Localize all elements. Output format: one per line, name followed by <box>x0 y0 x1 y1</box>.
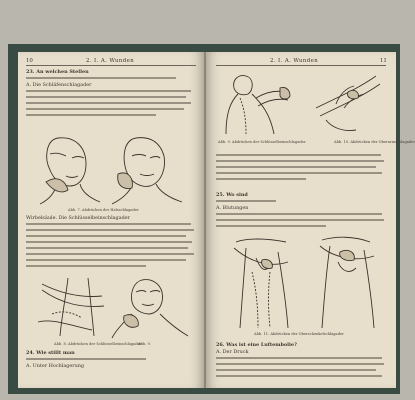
text-line <box>216 198 388 204</box>
answer-23-text: A. Die Schläfenschlagader <box>26 82 92 88</box>
answer-25-lines <box>216 211 388 231</box>
question-26-title: 26. Was ist eine Luftembolie? <box>216 342 297 348</box>
question-23-title: 23. An welchen Stellen <box>26 69 89 75</box>
figure-7-caption: Abb. 7. Abdrücken der Halsschlagader <box>68 208 139 212</box>
figure-11-caption: Abb. 11. Abdrücken der Oberschenkelschlagader <box>254 332 344 336</box>
figure-8-caption: Abb. 8. Abdrücken der Schlüsselbeinschlagader <box>54 342 142 346</box>
answer-24-text: A. Unter Hochlagerung <box>26 363 85 369</box>
running-header-right: 2. I. A. Wunden <box>270 58 319 64</box>
header-rule <box>26 65 196 66</box>
figure-9-caption-right: Abb. 9. Abdrücken der Schlüsselbeinschlagader <box>218 140 306 144</box>
body-text: Wirbelsäule. Die Schlüsselbeinschlagader <box>26 215 130 221</box>
left-page <box>18 52 204 388</box>
figure-10-caption: Abb. 10. Abdrücken der Oberarmschlagader <box>334 140 415 144</box>
answer-25-text: A. Blutungen <box>216 205 249 211</box>
body-lines <box>216 152 388 188</box>
question-25-title: 25. Wo sind <box>216 192 248 198</box>
running-header-left: 2. I. A. Wunden <box>86 58 135 64</box>
body-lines <box>26 221 196 281</box>
header-rule <box>216 65 386 66</box>
answer-23-lines <box>26 88 196 136</box>
illustration-back-and-arm-pressure <box>216 68 388 138</box>
figure-9-caption: Abb. 9. <box>138 342 151 346</box>
page-number-left: 10 <box>26 58 33 64</box>
illustration-groin-pressure <box>226 232 386 330</box>
right-page <box>206 52 415 388</box>
page-number-right: 11 <box>380 58 387 64</box>
text-line <box>26 356 196 362</box>
book <box>8 44 415 394</box>
illustration-collarbone-pressure <box>32 274 192 340</box>
illustration-neck-pressure <box>36 130 186 206</box>
answer-26-text: A. Der Druck <box>216 349 249 355</box>
text-line <box>26 75 196 81</box>
question-24-title: 24. Wie stillt man <box>26 350 75 356</box>
answer-26-lines <box>216 355 388 385</box>
